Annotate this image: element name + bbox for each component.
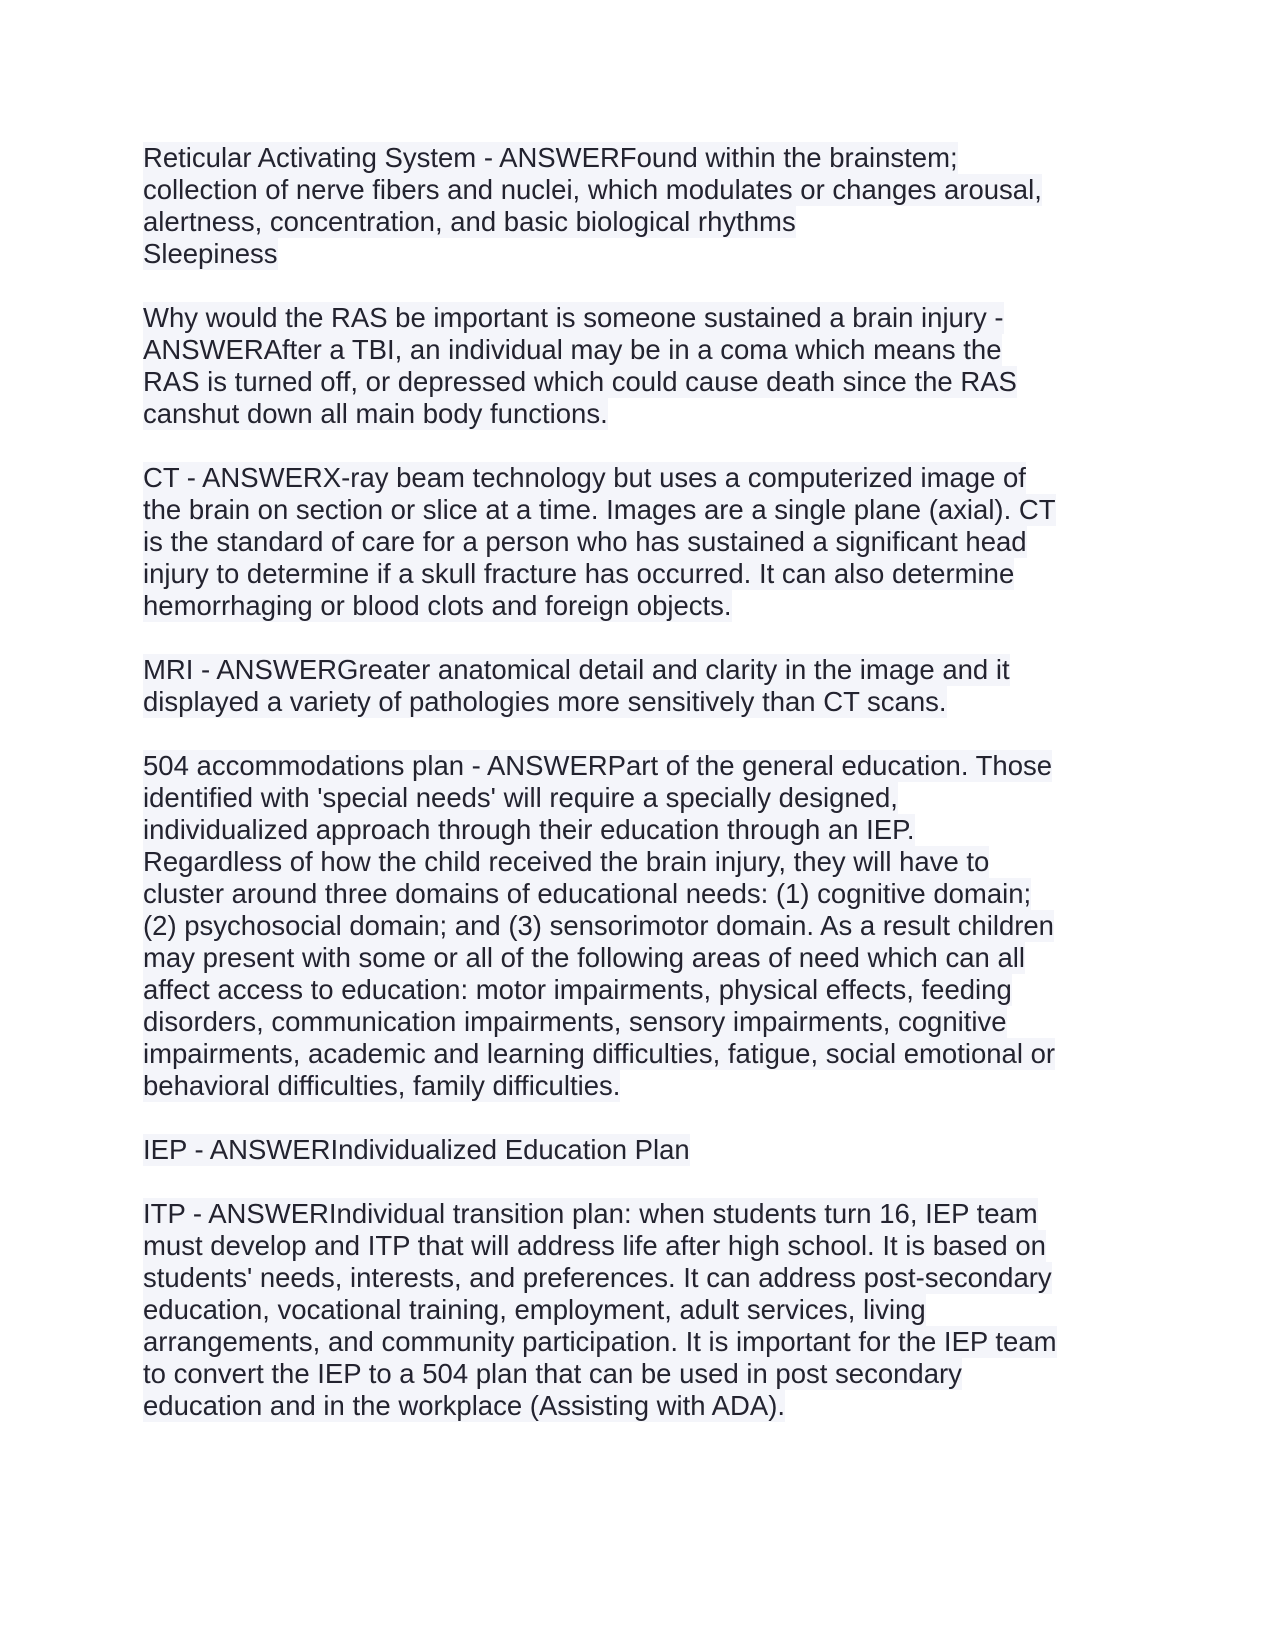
qa-paragraph (143, 1134, 1143, 1166)
text-line: IEP - ANSWERIndividualized Education Plan (143, 1134, 690, 1165)
text-line: cluster around three domains of educational needs: (1) cognitive domain; (143, 878, 1032, 909)
text-line: ITP - ANSWERIndividual transition plan: when students turn 16, IEP team (143, 1198, 1038, 1229)
text-line: injury to determine if a skull fracture has occurred. It can also determine (143, 558, 1015, 589)
text-line: collection of nerve fibers and nuclei, which modulates or changes arousal, (143, 174, 1042, 205)
text-line: identified with 'special needs' will require a specially designed, (143, 782, 898, 813)
text-line: Reticular Activating System - ANSWERFound within the brainstem; (143, 142, 958, 173)
text-line: disorders, communication impairments, sensory impairments, cognitive (143, 1006, 1007, 1037)
qa-paragraph (143, 302, 1143, 430)
text-line: (2) psychosocial domain; and (3) sensorimotor domain. As a result children (143, 910, 1054, 941)
text-line: hemorrhaging or blood clots and foreign objects. (143, 590, 732, 621)
text-line: the brain on section or slice at a time. Images are a single plane (axial). CT (143, 494, 1056, 525)
text-line: education and in the workplace (Assisting with ADA). (143, 1390, 785, 1421)
qa-paragraph (143, 142, 1143, 270)
text-line: RAS is turned off, or depressed which could cause death since the RAS (143, 366, 1017, 397)
text-line: is the standard of care for a person who has sustained a significant head (143, 526, 1027, 557)
text-line: 504 accommodations plan - ANSWERPart of the general education. Those (143, 750, 1053, 781)
text-line: impairments, academic and learning difficulties, fatigue, social emotional or (143, 1038, 1056, 1069)
text-line: MRI - ANSWERGreater anatomical detail and clarity in the image and it (143, 654, 1010, 685)
qa-paragraph (143, 750, 1143, 1102)
text-line: canshut down all main body functions. (143, 398, 608, 429)
qa-paragraph (143, 462, 1143, 622)
text-line: behavioral difficulties, family difficulties. (143, 1070, 621, 1101)
qa-paragraph (143, 1198, 1143, 1422)
text-line: may present with some or all of the following areas of need which can all (143, 942, 1025, 973)
text-line: arrangements, and community participation. It is important for the IEP team (143, 1326, 1057, 1357)
qa-paragraph (143, 654, 1143, 718)
text-line: Sleepiness (143, 238, 278, 269)
text-line: must develop and ITP that will address life after high school. It is based on (143, 1230, 1046, 1261)
text-line: displayed a variety of pathologies more sensitively than CT scans. (143, 686, 947, 717)
text-line: to convert the IEP to a 504 plan that can be used in post secondary (143, 1358, 962, 1389)
text-line: CT - ANSWERX-ray beam technology but uses a computerized image of (143, 462, 1026, 493)
text-line: affect access to education: motor impairments, physical effects, feeding (143, 974, 1012, 1005)
text-line: Regardless of how the child received the brain injury, they will have to (143, 846, 990, 877)
text-line: students' needs, interests, and preferences. It can address post-secondary (143, 1262, 1052, 1293)
document-page (143, 142, 1143, 1454)
text-line: alertness, concentration, and basic biological rhythms (143, 206, 796, 237)
text-line: Why would the RAS be important is someone sustained a brain injury - (143, 302, 1004, 333)
text-line: individualized approach through their education through an IEP. (143, 814, 915, 845)
text-line: education, vocational training, employment, adult services, living (143, 1294, 926, 1325)
text-line: ANSWERAfter a TBI, an individual may be in a coma which means the (143, 334, 1002, 365)
